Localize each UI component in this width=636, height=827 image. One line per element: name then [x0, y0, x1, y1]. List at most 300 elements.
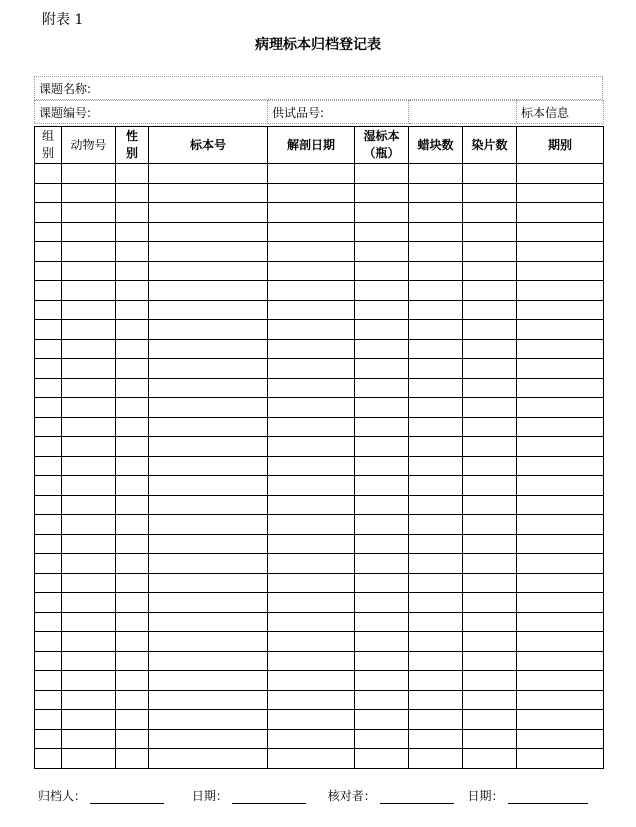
table-cell[interactable] — [116, 729, 149, 749]
table-cell[interactable] — [409, 495, 463, 515]
table-cell[interactable] — [35, 710, 62, 730]
table-cell[interactable] — [517, 749, 604, 769]
table-cell[interactable] — [149, 671, 268, 691]
table-cell[interactable] — [62, 554, 116, 574]
table-cell[interactable] — [62, 437, 116, 457]
table-cell[interactable] — [355, 593, 409, 613]
table-row — [35, 554, 604, 574]
table-cell[interactable] — [149, 710, 268, 730]
table-cell[interactable] — [355, 261, 409, 281]
table-cell[interactable] — [268, 612, 355, 632]
table-cell[interactable] — [35, 417, 62, 437]
table-cell[interactable] — [355, 242, 409, 262]
table-cell[interactable] — [62, 261, 116, 281]
table-cell[interactable] — [517, 729, 604, 749]
table-row — [35, 710, 604, 730]
table-cell[interactable] — [116, 476, 149, 496]
table-cell[interactable] — [355, 534, 409, 554]
table-cell[interactable] — [409, 534, 463, 554]
table-cell[interactable] — [517, 164, 604, 184]
table-cell[interactable] — [355, 339, 409, 359]
table-cell[interactable] — [35, 398, 62, 418]
table-cell[interactable] — [149, 300, 268, 320]
table-cell[interactable] — [62, 651, 116, 671]
table-cell[interactable] — [62, 417, 116, 437]
table-cell[interactable] — [116, 573, 149, 593]
table-cell[interactable] — [355, 437, 409, 457]
table-cell[interactable] — [409, 671, 463, 691]
table-cell[interactable] — [116, 690, 149, 710]
table-cell[interactable] — [409, 554, 463, 574]
table-cell[interactable] — [463, 378, 517, 398]
table-cell[interactable] — [355, 456, 409, 476]
table-cell[interactable] — [35, 554, 62, 574]
table-cell[interactable] — [116, 183, 149, 203]
table-cell[interactable] — [268, 515, 355, 535]
table-cell[interactable] — [149, 261, 268, 281]
table-cell[interactable] — [517, 242, 604, 262]
table-cell[interactable] — [149, 612, 268, 632]
table-cell[interactable] — [116, 671, 149, 691]
table-cell[interactable] — [35, 222, 62, 242]
table-cell[interactable] — [355, 222, 409, 242]
table-cell[interactable] — [409, 515, 463, 535]
table-cell[interactable] — [149, 320, 268, 340]
table-cell[interactable] — [517, 437, 604, 457]
table-cell[interactable] — [62, 612, 116, 632]
table-cell[interactable] — [149, 749, 268, 769]
table-cell[interactable] — [463, 437, 517, 457]
date1-line[interactable] — [232, 791, 306, 804]
table-cell[interactable] — [463, 554, 517, 574]
table-cell[interactable] — [62, 690, 116, 710]
table-cell[interactable] — [409, 164, 463, 184]
table-cell[interactable] — [116, 495, 149, 515]
table-cell[interactable] — [463, 710, 517, 730]
table-cell[interactable] — [35, 749, 62, 769]
table-cell[interactable] — [35, 203, 62, 223]
table-cell[interactable] — [355, 612, 409, 632]
table-cell[interactable] — [268, 164, 355, 184]
table-cell[interactable] — [35, 729, 62, 749]
table-cell[interactable] — [355, 632, 409, 652]
table-cell[interactable] — [463, 573, 517, 593]
table-cell[interactable] — [116, 437, 149, 457]
table-cell[interactable] — [517, 573, 604, 593]
project-name-field[interactable]: 课题名称: — [35, 77, 603, 100]
specimen-info-label: 标本信息 — [517, 101, 604, 124]
table-cell[interactable] — [35, 534, 62, 554]
table-cell[interactable] — [62, 749, 116, 769]
table-cell[interactable] — [149, 573, 268, 593]
table-cell[interactable] — [409, 300, 463, 320]
column-header: 动物号 — [62, 127, 116, 164]
table-cell[interactable] — [517, 495, 604, 515]
table-cell[interactable] — [463, 300, 517, 320]
table-cell[interactable] — [149, 632, 268, 652]
table-cell[interactable] — [409, 183, 463, 203]
table-cell[interactable] — [409, 573, 463, 593]
blank-info-cell[interactable] — [409, 101, 517, 124]
table-cell[interactable] — [463, 456, 517, 476]
table-cell[interactable] — [268, 281, 355, 301]
table-cell[interactable] — [35, 300, 62, 320]
table-cell[interactable] — [268, 339, 355, 359]
table-cell[interactable] — [517, 593, 604, 613]
table-cell[interactable] — [409, 476, 463, 496]
table-cell[interactable] — [116, 378, 149, 398]
table-cell[interactable] — [149, 456, 268, 476]
table-cell[interactable] — [268, 456, 355, 476]
table-cell[interactable] — [409, 729, 463, 749]
table-cell[interactable] — [517, 378, 604, 398]
table-cell[interactable] — [35, 515, 62, 535]
table-cell[interactable] — [268, 554, 355, 574]
table-row — [35, 242, 604, 262]
table-cell[interactable] — [116, 417, 149, 437]
table-cell[interactable] — [355, 515, 409, 535]
table-cell[interactable] — [116, 612, 149, 632]
table-cell[interactable] — [355, 378, 409, 398]
table-cell[interactable] — [463, 632, 517, 652]
table-cell[interactable] — [463, 417, 517, 437]
table-cell[interactable] — [268, 437, 355, 457]
table-cell[interactable] — [409, 417, 463, 437]
table-cell[interactable] — [409, 398, 463, 418]
table-cell[interactable] — [268, 671, 355, 691]
table-cell[interactable] — [355, 729, 409, 749]
table-cell[interactable] — [35, 612, 62, 632]
table-cell[interactable] — [409, 437, 463, 457]
table-cell[interactable] — [463, 242, 517, 262]
table-cell[interactable] — [35, 573, 62, 593]
table-cell[interactable] — [62, 573, 116, 593]
checker-signature-line[interactable] — [380, 791, 454, 804]
table-cell[interactable] — [517, 554, 604, 574]
table-row — [35, 203, 604, 223]
table-cell[interactable] — [355, 554, 409, 574]
table-cell[interactable] — [149, 183, 268, 203]
table-cell[interactable] — [355, 417, 409, 437]
table-cell[interactable] — [463, 339, 517, 359]
archiver-label: 归档人： — [38, 789, 87, 803]
table-cell[interactable] — [355, 300, 409, 320]
table-cell[interactable] — [35, 632, 62, 652]
table-cell[interactable] — [463, 690, 517, 710]
table-cell[interactable] — [409, 281, 463, 301]
table-cell[interactable] — [35, 339, 62, 359]
table-cell[interactable] — [355, 398, 409, 418]
column-header: 湿标本 （瓶） — [355, 127, 409, 164]
table-cell[interactable] — [463, 495, 517, 515]
project-number-field[interactable]: 课题编号: — [35, 101, 268, 124]
table-cell[interactable] — [463, 222, 517, 242]
table-cell[interactable] — [62, 320, 116, 340]
table-cell[interactable] — [463, 359, 517, 379]
table-cell[interactable] — [517, 222, 604, 242]
table-cell[interactable] — [409, 612, 463, 632]
table-cell[interactable] — [116, 593, 149, 613]
table-cell[interactable] — [116, 534, 149, 554]
table-cell[interactable] — [517, 515, 604, 535]
table-cell[interactable] — [149, 359, 268, 379]
table-cell[interactable] — [149, 398, 268, 418]
table-cell[interactable] — [268, 534, 355, 554]
table-cell[interactable] — [149, 437, 268, 457]
table-cell[interactable] — [35, 359, 62, 379]
table-cell[interactable] — [62, 495, 116, 515]
table-cell[interactable] — [268, 710, 355, 730]
table-cell[interactable] — [116, 164, 149, 184]
table-cell[interactable] — [517, 710, 604, 730]
table-cell[interactable] — [116, 632, 149, 652]
table-cell[interactable] — [355, 183, 409, 203]
column-header: 组 别 — [35, 127, 62, 164]
table-cell[interactable] — [463, 534, 517, 554]
table-cell[interactable] — [149, 417, 268, 437]
table-cell[interactable] — [149, 476, 268, 496]
table-cell[interactable] — [409, 632, 463, 652]
table-cell[interactable] — [149, 515, 268, 535]
sample-number-field[interactable]: 供试品号: — [268, 101, 409, 124]
table-cell[interactable] — [463, 651, 517, 671]
table-cell[interactable] — [463, 612, 517, 632]
table-cell[interactable] — [409, 261, 463, 281]
table-row — [35, 612, 604, 632]
table-cell[interactable] — [268, 729, 355, 749]
table-cell[interactable] — [149, 690, 268, 710]
table-cell[interactable] — [62, 281, 116, 301]
table-cell[interactable] — [409, 242, 463, 262]
table-cell[interactable] — [62, 164, 116, 184]
table-cell[interactable] — [62, 456, 116, 476]
table-cell[interactable] — [463, 203, 517, 223]
table-cell[interactable] — [409, 203, 463, 223]
table-cell[interactable] — [355, 281, 409, 301]
table-cell[interactable] — [35, 261, 62, 281]
table-cell[interactable] — [62, 242, 116, 262]
table-cell[interactable] — [62, 300, 116, 320]
table-cell[interactable] — [355, 690, 409, 710]
table-cell[interactable] — [62, 632, 116, 652]
table-cell[interactable] — [62, 398, 116, 418]
table-cell[interactable] — [149, 203, 268, 223]
table-cell[interactable] — [62, 593, 116, 613]
table-cell[interactable] — [268, 495, 355, 515]
table-cell[interactable] — [116, 261, 149, 281]
table-cell[interactable] — [268, 749, 355, 769]
table-cell[interactable] — [268, 320, 355, 340]
table-cell[interactable] — [149, 222, 268, 242]
table-cell[interactable] — [149, 281, 268, 301]
table-cell[interactable] — [268, 300, 355, 320]
table-cell[interactable] — [149, 242, 268, 262]
table-cell[interactable] — [409, 749, 463, 769]
table-cell[interactable] — [62, 378, 116, 398]
table-cell[interactable] — [463, 398, 517, 418]
table-cell[interactable] — [268, 222, 355, 242]
table-cell[interactable] — [517, 690, 604, 710]
table-cell[interactable] — [62, 515, 116, 535]
table-cell[interactable] — [116, 222, 149, 242]
table-cell[interactable] — [268, 690, 355, 710]
table-cell[interactable] — [62, 729, 116, 749]
table-cell[interactable] — [149, 378, 268, 398]
table-cell[interactable] — [463, 593, 517, 613]
table-cell[interactable] — [268, 378, 355, 398]
table-cell[interactable] — [149, 554, 268, 574]
table-cell[interactable] — [268, 593, 355, 613]
table-cell[interactable] — [463, 320, 517, 340]
table-cell[interactable] — [62, 183, 116, 203]
table-cell[interactable] — [409, 710, 463, 730]
table-body — [35, 164, 604, 769]
table-cell[interactable] — [149, 495, 268, 515]
table-cell[interactable] — [355, 164, 409, 184]
table-cell[interactable] — [35, 437, 62, 457]
table-cell[interactable] — [116, 203, 149, 223]
table-cell[interactable] — [149, 534, 268, 554]
table-cell[interactable] — [149, 339, 268, 359]
table-cell[interactable] — [517, 281, 604, 301]
table-cell[interactable] — [355, 203, 409, 223]
archiver-signature-line[interactable] — [90, 791, 164, 804]
table-cell[interactable] — [409, 690, 463, 710]
table-cell[interactable] — [268, 242, 355, 262]
table-cell[interactable] — [116, 300, 149, 320]
table-cell[interactable] — [149, 164, 268, 184]
table-cell[interactable] — [116, 281, 149, 301]
table-cell[interactable] — [409, 222, 463, 242]
table-cell[interactable] — [409, 339, 463, 359]
table-cell[interactable] — [62, 534, 116, 554]
column-header: 解剖日期 — [268, 127, 355, 164]
table-cell[interactable] — [517, 456, 604, 476]
table-cell[interactable] — [517, 359, 604, 379]
table-cell[interactable] — [116, 359, 149, 379]
table-cell[interactable] — [116, 242, 149, 262]
table-cell[interactable] — [268, 651, 355, 671]
date2-line[interactable] — [508, 791, 588, 804]
table-cell[interactable] — [355, 359, 409, 379]
table-cell[interactable] — [62, 222, 116, 242]
table-cell[interactable] — [35, 456, 62, 476]
table-cell[interactable] — [268, 417, 355, 437]
table-cell[interactable] — [62, 476, 116, 496]
table-cell[interactable] — [355, 320, 409, 340]
table-cell[interactable] — [35, 651, 62, 671]
table-cell[interactable] — [409, 456, 463, 476]
table-cell[interactable] — [517, 534, 604, 554]
table-cell[interactable] — [35, 495, 62, 515]
table-cell[interactable] — [116, 515, 149, 535]
table-cell[interactable] — [463, 729, 517, 749]
table-row — [35, 573, 604, 593]
table-cell[interactable] — [463, 749, 517, 769]
table-cell[interactable] — [517, 203, 604, 223]
table-cell[interactable] — [517, 320, 604, 340]
table-cell[interactable] — [116, 398, 149, 418]
table-cell[interactable] — [35, 671, 62, 691]
table-cell[interactable] — [517, 632, 604, 652]
table-cell[interactable] — [463, 164, 517, 184]
table-cell[interactable] — [463, 281, 517, 301]
table-cell[interactable] — [268, 261, 355, 281]
table-cell[interactable] — [62, 203, 116, 223]
table-cell[interactable] — [355, 749, 409, 769]
table-cell[interactable] — [35, 320, 62, 340]
table-cell[interactable] — [35, 378, 62, 398]
table-cell[interactable] — [35, 593, 62, 613]
table-cell[interactable] — [268, 183, 355, 203]
table-cell[interactable] — [268, 398, 355, 418]
table-cell[interactable] — [517, 398, 604, 418]
table-cell[interactable] — [149, 729, 268, 749]
table-cell[interactable] — [517, 417, 604, 437]
table-cell[interactable] — [268, 359, 355, 379]
table-cell[interactable] — [409, 320, 463, 340]
table-cell[interactable] — [116, 651, 149, 671]
table-cell[interactable] — [35, 281, 62, 301]
table-cell[interactable] — [517, 300, 604, 320]
table-cell[interactable] — [268, 476, 355, 496]
table-cell[interactable] — [463, 671, 517, 691]
table-cell[interactable] — [355, 476, 409, 496]
table-cell[interactable] — [116, 710, 149, 730]
table-cell[interactable] — [517, 671, 604, 691]
table-cell[interactable] — [463, 476, 517, 496]
table-cell[interactable] — [409, 359, 463, 379]
table-cell[interactable] — [517, 476, 604, 496]
table-cell[interactable] — [355, 671, 409, 691]
table-cell[interactable] — [463, 183, 517, 203]
table-cell[interactable] — [463, 515, 517, 535]
table-cell[interactable] — [355, 495, 409, 515]
table-cell[interactable] — [517, 261, 604, 281]
table-cell[interactable] — [35, 242, 62, 262]
table-cell[interactable] — [355, 710, 409, 730]
table-cell[interactable] — [409, 378, 463, 398]
table-cell[interactable] — [149, 593, 268, 613]
table-cell[interactable] — [517, 183, 604, 203]
table-cell[interactable] — [116, 320, 149, 340]
table-cell[interactable] — [62, 359, 116, 379]
table-cell[interactable] — [62, 710, 116, 730]
table-cell[interactable] — [62, 671, 116, 691]
table-cell[interactable] — [268, 632, 355, 652]
table-cell[interactable] — [355, 651, 409, 671]
table-cell[interactable] — [62, 339, 116, 359]
table-cell[interactable] — [463, 261, 517, 281]
table-cell[interactable] — [35, 164, 62, 184]
table-cell[interactable] — [268, 573, 355, 593]
table-cell[interactable] — [517, 651, 604, 671]
table-cell[interactable] — [355, 573, 409, 593]
table-cell[interactable] — [35, 183, 62, 203]
table-cell[interactable] — [268, 203, 355, 223]
table-cell[interactable] — [517, 339, 604, 359]
table-cell[interactable] — [149, 651, 268, 671]
table-cell[interactable] — [116, 554, 149, 574]
table-cell[interactable] — [35, 690, 62, 710]
table-cell[interactable] — [116, 749, 149, 769]
table-cell[interactable] — [116, 456, 149, 476]
table-cell[interactable] — [409, 593, 463, 613]
table-cell[interactable] — [35, 476, 62, 496]
table-cell[interactable] — [409, 651, 463, 671]
table-cell[interactable] — [517, 612, 604, 632]
table-cell[interactable] — [116, 339, 149, 359]
